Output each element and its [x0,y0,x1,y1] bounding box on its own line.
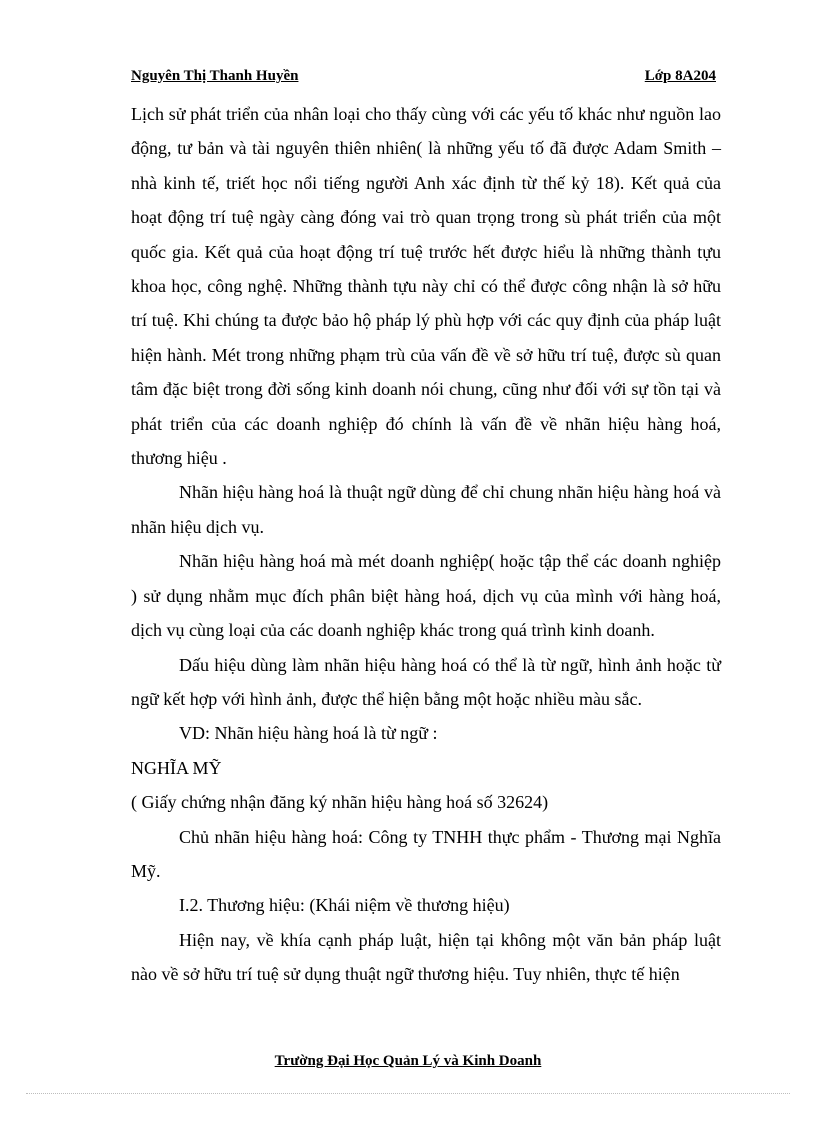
school-name: Trường Đại Học Quản Lý và Kinh Doanh [274,1053,542,1069]
brand-name: NGHĨA MỸ [131,757,222,778]
class-label: Lớp 8A204 [644,68,716,84]
certificate-note: ( Giấy chứng nhận đăng ký nhãn hiệu hàng hoá số 32624) [131,792,549,813]
page-footer [0,1053,816,1070]
paragraph-intro: Lịch sử phát triển của nhân loại cho thấy cùng với các yếu tố khác như nguồn lao động, tư bản và tài nguyên thiên nhiên( là những yếu tố đã được Adam Smith – nhà kinh tế, triết học nổi tiếng người Anh xác định từ thế kỷ 18). Kết quả của hoạt động trí tuệ ngày càng đóng vai trò quan trọng trong sù phát triển của một quốc gia. Kết quả của hoạt động trí tuệ trước hết được hiểu là những thành tựu khoa học, công nghệ. Những thành tựu này chỉ có thể được công nhận là sở hữu trí tuệ. Khi chúng ta được bảo hộ pháp lý phù hợp với các quy định của pháp luật hiện hành. Mét trong những phạm trù của vấn đề về sở hữu trí tuệ, được sù quan tâm đặc biệt trong đời sống kinh doanh nói chung, cũng như đối với sự tồn tại và phát triển của các doanh nghiệp đó chính là vấn đề về nhãn hiệu hàng hoá, thương hiệu . [131,104,721,469]
paragraph-example: VD: Nhãn hiệu hàng hoá là từ ngữ : [179,723,438,744]
section-heading: I.2. Thương hiệu: (Khái niệm về thương hiệu) [179,895,510,916]
paragraph-legal: Hiện nay, về khía cạnh pháp luật, hiện tại không một văn bản pháp luật nào về sở hữu trí tuệ sử dụng thuật ngữ thương hiệu. Tuy nhiên, thực tế hiện [131,929,721,985]
page-bottom-divider [26,1093,790,1094]
paragraph-signs: Dấu hiệu dùng làm nhãn hiệu hàng hoá có thể là từ ngữ, hình ảnh hoặc từ ngữ kết hợp với hình ảnh, được thể hiện bằng một hoặc nhiều màu sắc. [131,654,721,709]
paragraph-purpose: Nhãn hiệu hàng hoá mà mét doanh nghiệp( hoặc tập thể các doanh nghiệp ) sử dụng nhằm mục đích phân biệt hàng hoá, dịch vụ của mình với hàng hoá, dịch vụ cùng loại của các doanh nghiệp khác trong quá trình kinh doanh. [131,551,721,641]
paragraph-definition: Nhãn hiệu hàng hoá là thuật ngữ dùng để chỉ chung nhãn hiệu hàng hoá và nhãn hiệu dịch vụ. [131,482,721,537]
page-header [131,64,716,88]
author-name: Nguyên Thị Thanh Huyền [131,68,299,84]
document-body [131,97,721,992]
paragraph-owner: Chủ nhãn hiệu hàng hoá: Công ty TNHH thực phẩm - Thương mại Nghĩa Mỹ. [131,826,721,881]
